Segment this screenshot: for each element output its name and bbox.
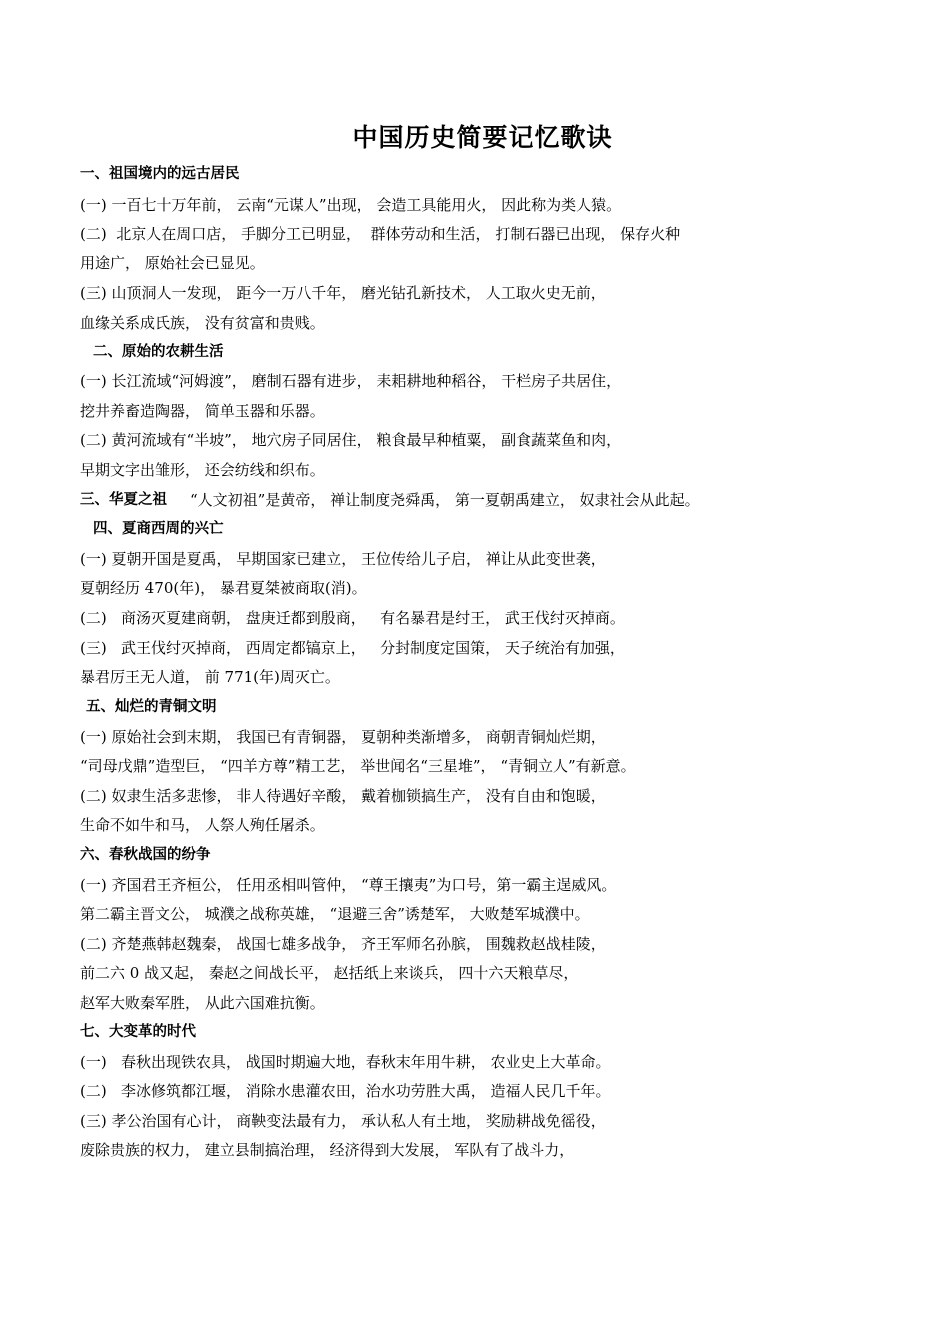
text-line: 挖井养畜造陶器， 简单玉器和乐器。	[80, 402, 325, 420]
text-line: (三) 山顶洞人一发现， 距今一万八千年， 磨光钻孔新技术， 人工取火史无前，	[80, 284, 606, 302]
text-line: (二) 齐楚燕韩赵魏秦， 战国七雄多战争， 齐王军师名孙膑， 围魏救赵战桂陵，	[80, 935, 606, 953]
text-line: (二) 黄河流域有“半坡”， 地穴房子同居住， 粮食最早种植粟， 副食蔬菜鱼和肉，	[80, 431, 622, 449]
text-line: (二) 奴隶生活多悲惨， 非人待遇好辛酸， 戴着枷锁搞生产， 没有自由和饱暖，	[80, 787, 606, 805]
text-line: 赵军大败秦军胜， 从此六国难抗衡。	[80, 994, 325, 1012]
text-line: 暴君厉王无人道， 前 771(年)周灭亡。	[80, 668, 340, 686]
text-line: 早期文字出雏形， 还会纺线和织布。	[80, 461, 325, 479]
section-heading: 三、华夏之祖	[80, 492, 167, 508]
text-line: (一) 春秋出现铁农具， 战国时期遍大地，春秋末年用牛耕， 农业史上大革命。	[80, 1053, 611, 1071]
section-heading: 一、祖国境内的远古居民	[80, 166, 240, 182]
text-line: 生命不如牛和马， 人祭人殉任屠杀。	[80, 816, 325, 834]
text-line: “司母戊鼎”造型巨， “四羊方尊”精工艺， 举世闻名“三星堆”， “青铜立人”有新意。	[80, 757, 636, 775]
text-line: (二) 李冰修筑都江堰， 消除水患灌农田，治水功劳胜大禹， 造福人民几千年。	[80, 1082, 611, 1100]
section-heading: 七、大变革的时代	[80, 1024, 196, 1040]
text-line: 血缘关系成氏族， 没有贫富和贵贱。	[80, 314, 325, 332]
text-line: (二) 商汤灭夏建商朝， 盘庚迁都到殷商， 有名暴君是纣王， 武王伐纣灭掉商。	[80, 609, 625, 627]
text-line: 夏朝经历 470(年)， 暴君夏桀被商取(消)。	[80, 579, 367, 597]
section-heading: 二、原始的农耕生活	[93, 344, 224, 360]
text-line: (一) 齐国君王齐桓公， 任用丞相叫管仲， “尊王攘夷”为口号，第一霸主逞威风。	[80, 876, 617, 894]
text-line: (一) 长江流域“河姆渡”， 磨制石器有进步， 耒耜耕地种稻谷， 干栏房子共居住，	[80, 372, 622, 390]
document-title: 中国历史简要记忆歌诀	[352, 123, 613, 152]
text-line: 第二霸主晋文公， 城濮之战称英雄， “退避三舍”诱楚军， 大败楚军城濮中。	[80, 905, 590, 923]
text-line: (一) 原始社会到末期， 我国已有青铜器， 夏朝种类渐增多， 商朝青铜灿烂期，	[80, 728, 606, 746]
section-heading: 六、春秋战国的纷争	[80, 847, 211, 863]
text-line: (二) 北京人在周口店， 手脚分工已明显， 群体劳动和生活， 打制石器已出现， 保存火种	[80, 225, 681, 243]
text-line: (一) 一百七十万年前， 云南“元谋人”出现， 会造工具能用火， 因此称为类人猿。	[80, 196, 622, 214]
text-line: “人文初祖”是黄帝， 禅让制度尧舜禹， 第一夏朝禹建立， 奴隶社会从此起。	[190, 491, 700, 509]
text-line: (三) 孝公治国有心计， 商鞅变法最有力， 承认私人有土地， 奖励耕战免徭役，	[80, 1112, 606, 1130]
text-line: (一) 夏朝开国是夏禹， 早期国家已建立， 王位传给儿子启， 禅让从此变世袭，	[80, 550, 606, 568]
section-heading: 五、灿烂的青铜文明	[86, 699, 217, 715]
text-line: (三) 武王伐纣灭掉商， 西周定都镐京上， 分封制度定国策， 天子统治有加强，	[80, 639, 625, 657]
section-heading: 四、夏商西周的兴亡	[93, 521, 224, 537]
text-line: 废除贵族的权力， 建立县制搞治理， 经济得到大发展， 军队有了战斗力，	[80, 1141, 575, 1159]
text-line: 前二六 0 战又起， 秦赵之间战长平， 赵括纸上来谈兵， 四十六天粮草尽，	[80, 964, 579, 982]
text-line: 用途广， 原始社会已显见。	[80, 254, 265, 272]
